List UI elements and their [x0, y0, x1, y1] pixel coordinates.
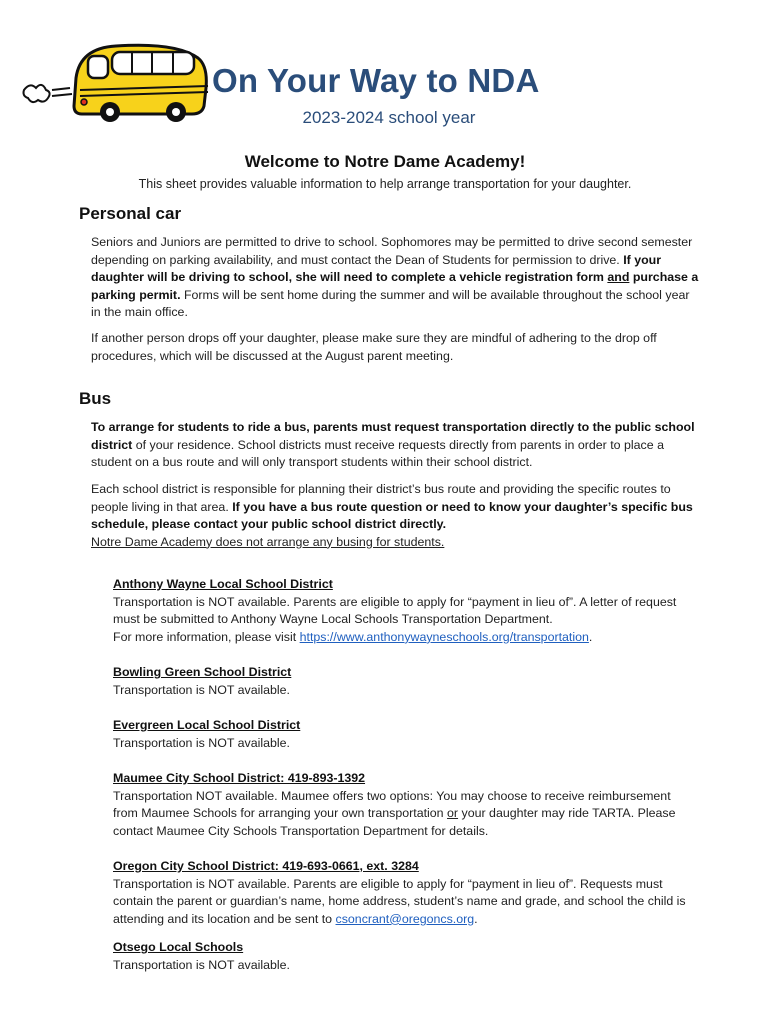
- district-name: Maumee City School District: 419-893-1392: [113, 771, 366, 785]
- personal-car-paragraph-2: If another person drops off your daughter, please make sure they are mindful of adhering to the drop off procedures, which will be discussed at the August parent meeting.: [91, 331, 657, 363]
- district-text: Transportation is NOT available. Parents are eligible to apply for “payment in lieu of”. Requests must contain the parent or guardian’s name, home address, student’s name and grade, and school the child is attending and its location and be sent to: [113, 876, 686, 926]
- district-text: Transportation NOT available. Maumee offers two options: You may choose to receive reimbursement from Maumee Schools for arranging your own transportation: [113, 788, 671, 821]
- district-evergreen: [113, 717, 693, 752]
- district-suffix: .: [588, 629, 593, 644]
- nda-no-busing-note: Notre Dame Academy does not arrange any busing for students.: [91, 534, 445, 549]
- personal-car-text: Seniors and Juniors are permitted to drive to school. Sophomores may be permitted to drive second semester depending on parking availability, and must contact the Dean of Students for permission to drive.: [91, 235, 693, 267]
- district-bowling-green: [113, 664, 693, 699]
- personal-car-bold-1: If your daughter will be driving to school, she will need to complete a vehicle registration form: [91, 252, 662, 285]
- school-year-text: 2023-2024 school year: [302, 108, 476, 127]
- district-name: Oregon City School District: 419-693-0661, ext. 3284: [113, 859, 419, 873]
- district-name: Otsego Local Schools: [113, 940, 244, 954]
- district-oregon: [113, 858, 693, 928]
- district-text-or: or: [447, 806, 459, 821]
- personal-car-text-2: Forms will be sent home during the summer and will be available throughout the school year in the main office.: [91, 287, 690, 320]
- district-anthony-wayne: [113, 576, 693, 646]
- district-name: Anthony Wayne Local School District: [113, 577, 333, 591]
- bus-text-2: Each school district is responsible for planning their district’s bus route and providing the specific routes to people living in that area.: [91, 482, 671, 514]
- school-year: [0, 108, 770, 128]
- oregon-email-link[interactable]: csoncrant@oregoncs.org: [335, 911, 475, 926]
- personal-car-heading: Personal car: [79, 204, 182, 223]
- intro-text: This sheet provides valuable information to help arrange transportation for your daughter.: [138, 177, 632, 191]
- district-name: Bowling Green School District: [113, 665, 292, 679]
- district-name: Evergreen Local School District: [113, 718, 301, 732]
- personal-car-paragraph-1: [91, 234, 701, 322]
- district-otsego: [113, 939, 693, 974]
- bus-bold-2: If you have a bus route question or need to know your daughter’s specific bus schedule, please contact your public school district directly.: [91, 499, 693, 532]
- page-title: On Your Way to NDA: [212, 62, 540, 99]
- bus-bold-1: To arrange for students to ride a bus, parents must request transportation directly to the public school district: [91, 420, 695, 452]
- district-text: Transportation is NOT available.: [113, 957, 290, 972]
- district-suffix: .: [474, 911, 478, 926]
- bus-paragraph-1: [91, 419, 701, 472]
- personal-car-bold-and: and: [607, 270, 630, 285]
- personal-car-bold-2: purchase a parking permit.: [91, 270, 699, 302]
- district-more-info: For more information, please visit: [113, 629, 300, 644]
- bus-paragraph-2: [91, 481, 701, 551]
- district-text: Transportation is NOT available.: [113, 735, 290, 750]
- bus-text-1: of your residence. School districts must receive requests directly from parents in order to place a student on a bus route and will only transport students within their school district.: [91, 437, 664, 470]
- anthony-wayne-transport-link[interactable]: https://www.anthonywayneschools.org/transportation: [299, 629, 589, 644]
- bus-heading: Bus: [79, 389, 112, 408]
- district-maumee: [113, 770, 693, 840]
- district-text: Transportation is NOT available. Parents are eligible to apply for “payment in lieu of”. A letter of request must be submitted to Anthony Wayne Local Schools Transportation Department.: [113, 594, 677, 627]
- district-text-2: your daughter may ride TARTA. Please contact Maumee City Schools Transportation Department for details.: [113, 806, 676, 838]
- welcome-heading: Welcome to Notre Dame Academy!: [244, 152, 526, 171]
- district-text: Transportation is NOT available.: [113, 682, 290, 697]
